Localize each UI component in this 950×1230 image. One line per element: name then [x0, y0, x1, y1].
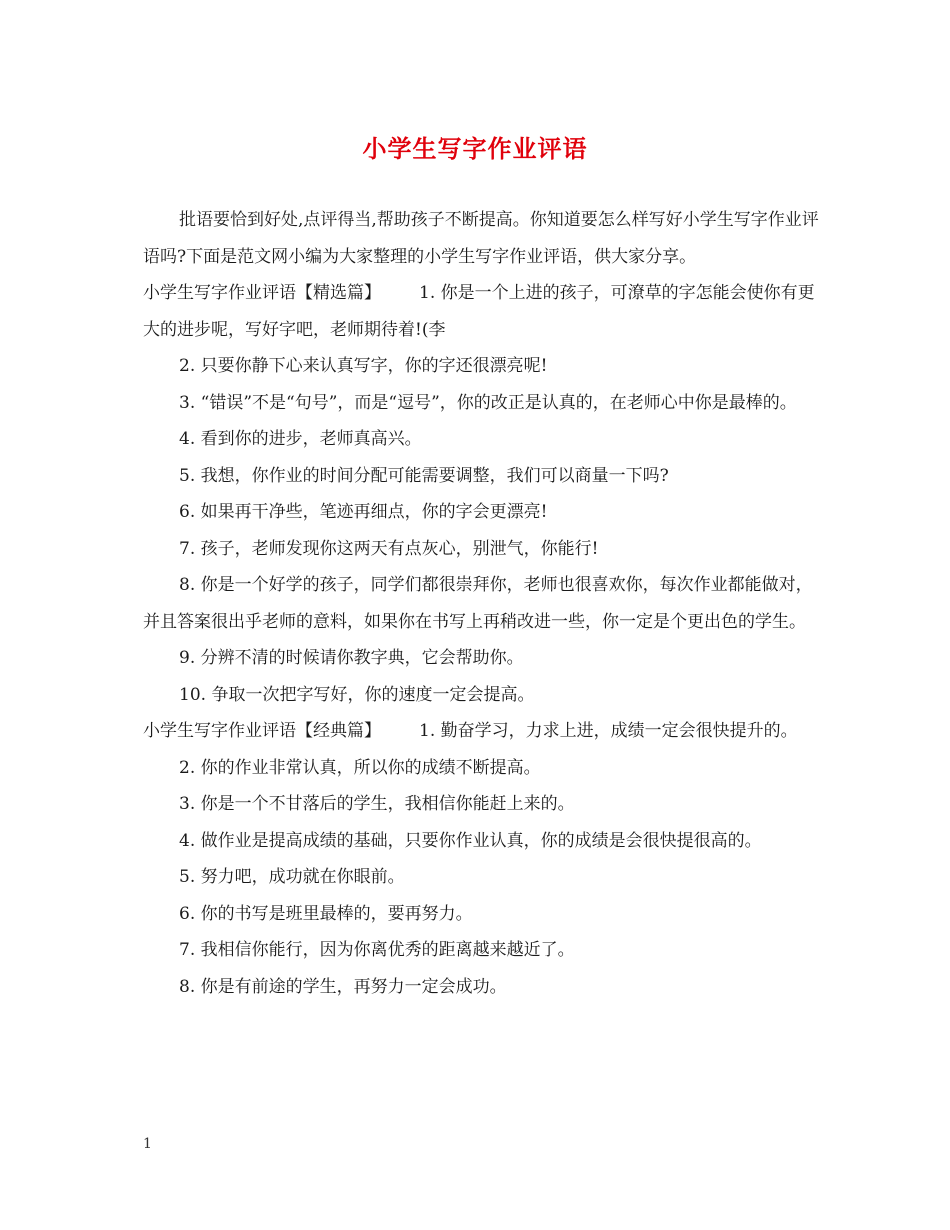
section-1-item-10: 10. 争取一次把字写好，你的速度一定会提高。: [179, 684, 535, 705]
section-1-item-4: 4. 看到你的进步，老师真高兴。: [179, 429, 422, 449]
section-2-item-5: 5. 努力吧，成功就在你眼前。: [179, 867, 405, 887]
section-1-item-3: 3. “错误”不是“句号”，而是“逗号”，你的改正是认真的，在老师心中你是最棒的。: [179, 392, 797, 413]
section-1-item-9: 9. 分辨不清的时候请你教字典，它会帮助你。: [179, 648, 524, 668]
section-2-item-2: 2. 你的作业非常认真，所以你的成绩不断提高。: [179, 757, 541, 778]
intro-paragraph: 批语要恰到好处,点评得当,帮助孩子不断提高。你知道要怎么样写好小学生写字作业评语吗?下面是范文网小编为大家整理的小学生写字作业评语，供大家分享。: [143, 210, 819, 267]
section-1-item-6: 6. 如果再干净些，笔迹再细点，你的字会更漂亮!: [179, 502, 548, 522]
page-number: 1: [143, 1136, 152, 1152]
section-2-item-1: 1. 勤奋学习，力求上进，成绩一定会很快提升的。: [419, 721, 798, 741]
document-title: 小学生写字作业评语: [362, 134, 588, 163]
section-1-heading-line: [143, 275, 823, 348]
section-2-item-6: 6. 你的书写是班里最棒的，要再努力。: [179, 903, 473, 924]
section-1-item-1: 1. 你是一个上进的孩子，可潦草的字怎能会使你有更大的进步呢，写好字吧，老师期待着!(李: [143, 283, 815, 340]
section-1-item-2: 2. 只要你静下心来认真写字，你的字还很漂亮呢!: [179, 356, 548, 376]
section-2-item-3: 3. 你是一个不甘落后的学生，我相信你能赶上来的。: [179, 794, 575, 814]
section-2-heading: 小学生写字作业评语【经典篇】: [143, 721, 381, 741]
section-1-item-5: 5. 我想，你作业的时间分配可能需要调整，我们可以商量一下吗?: [179, 465, 669, 486]
section-1-item-7: 7. 孩子，老师发现你这两天有点灰心，别泄气，你能行!: [179, 538, 599, 559]
section-1-heading: 小学生写字作业评语【精选篇】: [143, 283, 381, 303]
section-2-item-8: 8. 你是有前途的学生，再努力一定会成功。: [179, 976, 507, 997]
section-2-heading-line: [143, 713, 823, 750]
document-body: [143, 202, 823, 1005]
section-2-item-7: 7. 我相信你能行，因为你离优秀的距离越来越近了。: [179, 940, 575, 960]
section-2-item-4: 4. 做作业是提高成绩的基础，只要你作业认真，你的成绩是会很快提很高的。: [179, 830, 762, 851]
section-1-item-8: 8. 你是一个好学的孩子，同学们都很崇拜你，老师也很喜欢你，每次作业都能做对，并且答案很出乎老师的意料，如果你在书写上再稍改进一些，你一定是个更出色的学生。: [143, 575, 813, 632]
